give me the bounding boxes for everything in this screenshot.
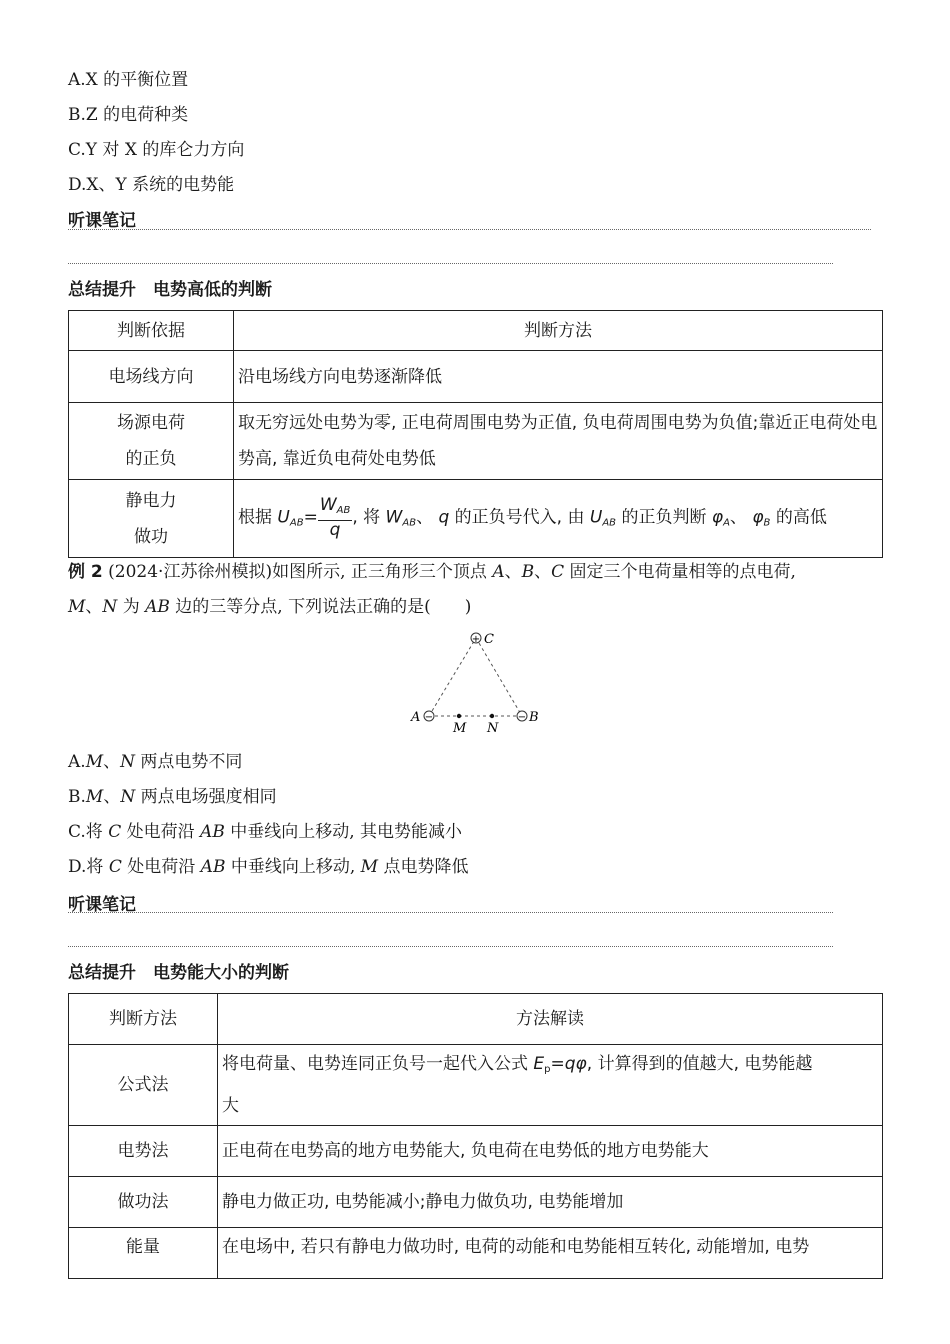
text: 、 (504, 562, 522, 582)
notes-line (68, 229, 871, 230)
subscript: AB (289, 517, 304, 529)
sign-b: − (517, 712, 527, 723)
table-header-row (69, 311, 883, 351)
basis-cell: 电场线方向 (69, 351, 234, 403)
subscript: AB (336, 504, 351, 516)
symbol: C (551, 562, 565, 582)
header-cell: 判断方法 (234, 311, 883, 351)
symbol: E (533, 1054, 545, 1074)
basis-line: 的正负 (125, 449, 177, 469)
text: (2024·江苏徐州模拟)如图所示, 正三角形三个顶点 (108, 562, 493, 582)
option-b (68, 786, 277, 808)
symbol-u: U (277, 507, 290, 528)
text: 固定三个电荷量相等的点电荷, (564, 562, 796, 582)
text: 中垂线向上移动, (225, 857, 361, 877)
sign-a: − (424, 712, 434, 723)
method-cell: 做功法 (69, 1177, 218, 1228)
method-cell (234, 480, 883, 558)
symbol-w: W (319, 494, 337, 515)
header-cell: 判断方法 (69, 994, 218, 1045)
subscript: A (723, 517, 730, 529)
subscript: p (544, 1064, 551, 1075)
text: 两点电场强度相同 (135, 787, 277, 807)
method-cell: 取无穷远处电势为零, 正电荷周围电势为正值, 负电荷周围电势为负值;靠近正电荷处电势高, 靠近负电荷处电势低 (234, 403, 883, 480)
example-line-2 (68, 596, 471, 618)
notes-line (68, 263, 833, 264)
symbol: C (108, 857, 122, 877)
subscript: AB (402, 517, 417, 529)
label-b: B (529, 710, 539, 725)
text: 的正负号代入, 由 (449, 507, 590, 528)
symbol-u: U (589, 507, 603, 528)
text: A. (68, 752, 86, 772)
text: 将电荷量、电势连同正负号一起代入公式 (222, 1054, 534, 1074)
method-cell: 沿电场线方向电势逐渐降低 (234, 351, 883, 403)
notes-line (68, 912, 833, 913)
text: 的高低 (770, 507, 827, 528)
fraction-w-over-q (318, 496, 353, 539)
header-cell: 判断依据 (69, 311, 234, 351)
text: 处电荷沿 (121, 857, 201, 877)
denominator (318, 521, 353, 539)
text: 的正负判断 (616, 507, 712, 528)
text: 中垂线向上移动, 其电势能减小 (224, 822, 463, 842)
detail-cell: 在电场中, 若只有静电力做功时, 电荷的动能和电势能相互转化, 动能增加, 电势 (218, 1228, 883, 1279)
label-c: C (484, 632, 494, 647)
option-d: D.X、Y 系统的电势能 (68, 175, 235, 195)
subscript: AB (602, 517, 617, 529)
text: 、 (416, 507, 439, 528)
symbol-phi: φ (752, 507, 764, 528)
label-n: N (487, 721, 499, 736)
option-c (68, 821, 462, 843)
table-row (69, 403, 883, 480)
notes-label: 听课笔记 (68, 895, 136, 915)
table-row (69, 480, 883, 558)
text: D.将 (68, 857, 109, 877)
basis-line: 场源电荷 (117, 413, 185, 433)
text: 处电荷沿 (121, 822, 201, 842)
text: , 计算得到的值越大, 电势能越 (586, 1054, 813, 1074)
option-d (68, 856, 469, 878)
label-m: M (453, 721, 467, 736)
text: 点电势降低 (378, 857, 469, 877)
table-row (69, 1177, 883, 1228)
table-header-row (69, 994, 883, 1045)
notes-line (68, 946, 833, 947)
notes-label: 听课笔记 (68, 211, 136, 231)
subscript: B (763, 517, 771, 529)
edge-cb (476, 638, 522, 716)
symbol: A (492, 562, 505, 582)
symbol: AB (145, 597, 170, 617)
table-row (69, 351, 883, 403)
symbol-q: q (438, 507, 450, 528)
numerator (318, 496, 353, 521)
text: 、 (103, 787, 121, 807)
method-cell: 公式法 (69, 1045, 218, 1126)
text: 根据 (238, 507, 278, 528)
symbol: B (521, 562, 535, 582)
text: 为 (117, 597, 146, 617)
detail-cell: 静电力做正功, 电势能减小;静电力做负功, 电势能增加 (218, 1177, 883, 1228)
symbol: N (102, 597, 118, 617)
option-b: B.Z 的电荷种类 (68, 105, 189, 125)
triangle-diagram (405, 628, 545, 738)
method-cell: 电势法 (69, 1126, 218, 1177)
option-c: C.Y 对 X 的库仑力方向 (68, 140, 245, 160)
symbol: AB (200, 857, 226, 877)
method-cell: 能量 (69, 1228, 218, 1279)
basis-cell (69, 403, 234, 480)
option-a (68, 751, 242, 773)
table-row (69, 1126, 883, 1177)
summary-table-potential (68, 310, 883, 558)
symbol: M (85, 752, 104, 772)
summary-title: 总结提升 电势能大小的判断 (68, 963, 289, 983)
summary-table-energy (68, 993, 883, 1279)
symbol-q: q (329, 519, 341, 540)
point-m (457, 714, 461, 718)
example-label: 例 2 (68, 562, 103, 582)
detail-cell: 正电荷在电势高的地方电势能大, 负电荷在电势低的地方电势能大 (218, 1126, 883, 1177)
text: 、 (103, 752, 121, 772)
header-cell: 方法解读 (218, 994, 883, 1045)
sign-c: + (471, 634, 481, 645)
text: 、 (85, 597, 103, 617)
symbol: M (85, 787, 104, 807)
formula: =qφ (550, 1054, 587, 1074)
text: 、 (534, 562, 552, 582)
basis-cell (69, 480, 234, 558)
text: 两点电势不同 (134, 752, 243, 772)
example-line-1 (68, 561, 796, 583)
option-a: A.X 的平衡位置 (68, 70, 189, 90)
summary-title: 总结提升 电势高低的判断 (68, 280, 272, 300)
detail-line (222, 1046, 878, 1088)
table-row (69, 1228, 883, 1279)
basis-line: 静电力 (125, 490, 177, 511)
text: B. (68, 787, 86, 807)
detail-cell (218, 1045, 883, 1126)
text: , 将 (352, 507, 386, 528)
text: C.将 (68, 822, 109, 842)
symbol-phi: φ (711, 507, 724, 528)
basis-line: 做功 (134, 526, 168, 547)
text: 边的三等分点, 下列说法正确的是( ) (169, 597, 472, 617)
symbol: M (360, 857, 379, 877)
edge-ac (429, 638, 476, 716)
label-a: A (411, 710, 421, 725)
symbol: C (108, 822, 122, 842)
symbol: AB (200, 822, 225, 842)
text: 、 (729, 507, 753, 528)
point-n (490, 714, 494, 718)
table-row (69, 1045, 883, 1126)
symbol: N (120, 752, 135, 772)
symbol-w: W (385, 507, 403, 528)
symbol: M (68, 597, 86, 617)
detail-line: 大 (222, 1096, 239, 1116)
symbol: N (120, 787, 136, 807)
text: = (303, 507, 318, 528)
